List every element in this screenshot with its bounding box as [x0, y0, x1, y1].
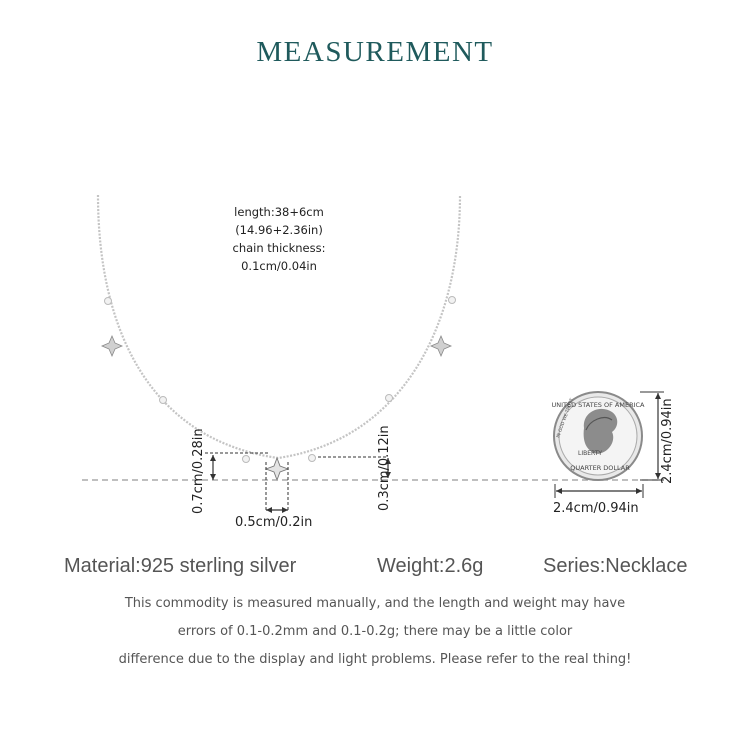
weight-text: Weight:2.6g [377, 555, 484, 577]
pendant-drop-label: 0.7cm/0.28in [191, 428, 206, 514]
star-charm [266, 458, 288, 480]
spec-length: length:38+6cm [234, 205, 324, 219]
bead-size-label: 0.3cm/0.12in [377, 425, 392, 511]
star-charm [102, 336, 122, 356]
bead [309, 455, 316, 462]
spec-thickness-label: chain thickness: [232, 241, 326, 255]
coin-top-text: UNITED STATES OF AMERICA [551, 401, 645, 409]
page-title: MEASUREMENT [256, 36, 494, 68]
note-line-3: difference due to the display and light problems. Please refer to the real thing! [118, 652, 632, 667]
bead [105, 298, 112, 305]
note-line-2: errors of 0.1-0.2mm and 0.1-0.2g; there may be a little color [177, 624, 573, 639]
star-charm [431, 336, 451, 356]
spec-thickness: 0.1cm/0.04in [241, 259, 317, 273]
bead [160, 397, 167, 404]
spec-length-in: (14.96+2.36in) [235, 223, 323, 237]
coin-liberty: LIBERTY [578, 450, 603, 457]
bead [243, 456, 250, 463]
series-text: Series:Necklace [543, 555, 688, 577]
note-line-1: This commodity is measured manually, and the length and weight may have [124, 596, 626, 611]
material-text: Material:925 sterling silver [64, 555, 297, 577]
pendant-width-label: 0.5cm/0.2in [235, 515, 313, 530]
bead [386, 395, 393, 402]
coin-motto: IN GOD WE TRUST [556, 397, 576, 439]
bead [449, 297, 456, 304]
coin-height-label: 2.4cm/0.94in [660, 398, 675, 484]
coin-width-label: 2.4cm/0.94in [553, 501, 639, 516]
coin-bottom-text: QUARTER DOLLAR [570, 464, 630, 472]
spec-block [214, 203, 344, 275]
